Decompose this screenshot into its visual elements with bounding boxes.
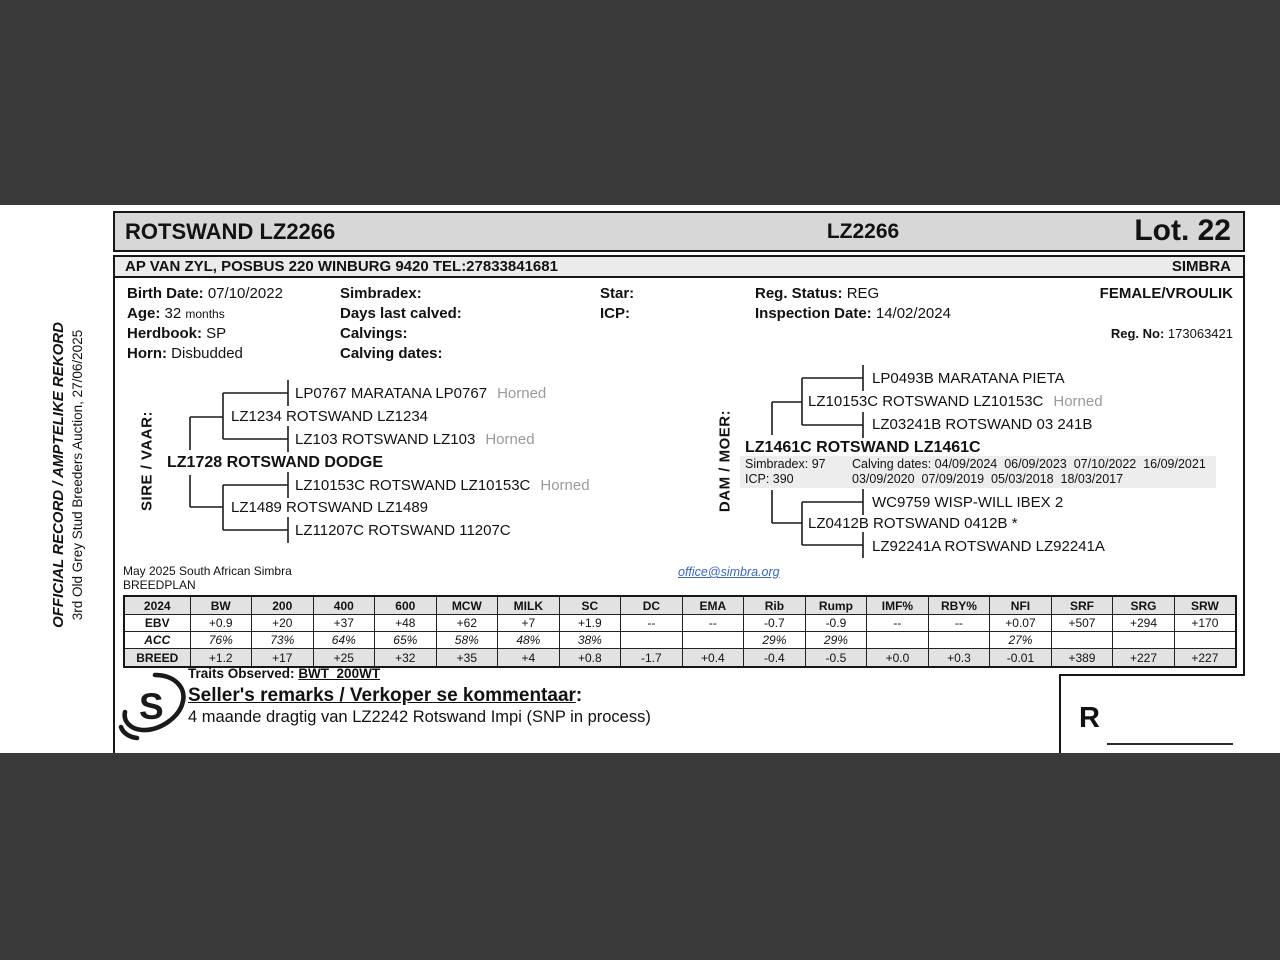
seller-remarks-text: 4 maande dragtig van LZ2242 Rotswand Impi (SNP in process) — [188, 708, 651, 726]
breed-12: +0.3 — [928, 649, 990, 668]
bp-h16: SRG — [1113, 596, 1175, 615]
calving-dates-label: Calving dates: — [340, 345, 443, 362]
acc-14 — [1051, 632, 1113, 649]
breed-0: +1.2 — [190, 649, 252, 668]
breed-1: +17 — [252, 649, 314, 668]
dam-simbradex: Simbradex: 97 — [745, 457, 826, 471]
reg-no-value: 173063421 — [1167, 326, 1233, 341]
breed-8: +0.4 — [682, 649, 744, 668]
traits-label: Traits Observed: — [188, 666, 295, 681]
dam-gd-sire: WC9759 WISP-WILL IBEX 2 — [872, 494, 1064, 511]
ebv-7: -- — [621, 615, 683, 632]
ebv-1: +20 — [252, 615, 314, 632]
herdbook-row — [127, 325, 226, 343]
bp-h11: Rump — [805, 596, 867, 615]
sire-label: SIRE / VAAR: — [138, 411, 156, 511]
dam-gs-sire: LP0493B MARATANA PIETA — [872, 370, 1065, 387]
breed-14: +389 — [1051, 649, 1113, 668]
acc-16 — [1174, 632, 1236, 649]
animal: LZ10153C ROTSWAND LZ10153C — [808, 393, 1044, 410]
sex-label: FEMALE/VROULIK — [1099, 285, 1233, 302]
icp-label: ICP: — [600, 305, 630, 322]
owner-contact: AP VAN ZYL, POSBUS 220 WINBURG 9420 TEL:27833841681 — [125, 258, 558, 275]
ebv-row — [124, 615, 1236, 632]
bp-h8: DC — [621, 596, 683, 615]
sire-gd-sire — [295, 477, 590, 494]
acc-2: 64% — [313, 632, 375, 649]
ebv-2: +37 — [313, 615, 375, 632]
horn-label: Horn: — [127, 345, 167, 362]
breedplan-source-line2: BREEDPLAN — [123, 578, 196, 592]
dam-gs-dam: LZ03241B ROTSWAND 03 241B — [872, 416, 1093, 433]
acc-6: 38% — [559, 632, 621, 649]
breedplan-source — [123, 564, 292, 592]
price-box — [1059, 674, 1245, 753]
ebv-label: EBV — [124, 615, 190, 632]
inspection-row — [755, 305, 951, 323]
title-bar — [113, 211, 1245, 252]
bp-h3: 400 — [313, 596, 375, 615]
bp-h6: MILK — [498, 596, 560, 615]
ebv-10: -0.9 — [805, 615, 867, 632]
sire-gs-dam — [295, 431, 535, 448]
herdbook-label: Herdbook: — [127, 325, 202, 342]
acc-13: 27% — [990, 632, 1052, 649]
reg-no-label: Reg. No: — [1110, 326, 1165, 341]
ebv-6: +1.9 — [559, 615, 621, 632]
bp-h12: IMF% — [867, 596, 929, 615]
age-value: 32 — [164, 305, 182, 322]
bp-h2: 200 — [252, 596, 314, 615]
breedplan-header-row — [124, 596, 1236, 615]
simbra-logo-icon — [118, 670, 190, 742]
acc-row — [124, 632, 1236, 649]
bp-h17: SRW — [1174, 596, 1236, 615]
bp-h0: 2024 — [124, 596, 190, 615]
reg-status-value: REG — [846, 285, 880, 302]
acc-11 — [867, 632, 929, 649]
herdbook-value: SP — [206, 325, 227, 342]
ebv-15: +294 — [1113, 615, 1175, 632]
ebv-14: +507 — [1051, 615, 1113, 632]
breedplan-table — [123, 595, 1237, 668]
breed-3: +32 — [375, 649, 437, 668]
seller-remarks-heading — [188, 685, 582, 707]
side-note-line1: OFFICIAL RECORD / AMPTELIKE REKORD — [50, 322, 67, 628]
ebv-0: +0.9 — [190, 615, 252, 632]
dam-stats-box — [740, 456, 1216, 488]
price-currency: R — [1079, 702, 1100, 734]
sire-gd: LZ1489 ROTSWAND LZ1489 — [231, 499, 429, 516]
sire-gs: LZ1234 ROTSWAND LZ1234 — [231, 408, 429, 425]
acc-15 — [1113, 632, 1175, 649]
breed-15: +227 — [1113, 649, 1175, 668]
breed-11: +0.0 — [867, 649, 929, 668]
reg-no-row — [1111, 326, 1233, 341]
bp-h4: 600 — [375, 596, 437, 615]
logo-letter: S — [139, 686, 164, 727]
calvings-label: Calvings: — [340, 325, 408, 342]
birth-date-value: 07/10/2022 — [207, 285, 283, 302]
ebv-4: +62 — [436, 615, 498, 632]
ebv-16: +170 — [1174, 615, 1236, 632]
breed-6: +0.8 — [559, 649, 621, 668]
dam-gd: LZ0412B ROTSWAND 0412B * — [808, 515, 1018, 532]
animal: LZ103 ROTSWAND LZ103 — [295, 431, 476, 448]
breed-5: +4 — [498, 649, 560, 668]
animal: LP0767 MARATANA LP0767 — [295, 385, 488, 402]
dam-name: LZ1461C ROTSWAND LZ1461C — [742, 439, 984, 456]
bp-h5: MCW — [436, 596, 498, 615]
breed-label: BREED — [124, 649, 190, 668]
bp-h15: SRF — [1051, 596, 1113, 615]
bp-h1: BW — [190, 596, 252, 615]
sire-gd-dam: LZ11207C ROTSWAND 11207C — [295, 522, 511, 539]
seller-remarks-label: Seller's remarks / Verkoper se kommentaar — [188, 685, 576, 706]
inspection-label: Inspection Date: — [755, 305, 872, 322]
age-row — [127, 305, 225, 323]
acc-5: 48% — [498, 632, 560, 649]
horn-tag: Horned — [1053, 393, 1103, 410]
ebv-8: -- — [682, 615, 744, 632]
dam-icp: ICP: 390 — [745, 472, 794, 486]
reg-status-label: Reg. Status: — [755, 285, 843, 302]
age-label: Age: — [127, 305, 161, 322]
ebv-13: +0.07 — [990, 615, 1052, 632]
lot-number: Lot. 22 — [1134, 214, 1231, 247]
acc-0: 76% — [190, 632, 252, 649]
animal: LZ10153C ROTSWAND LZ10153C — [295, 477, 531, 494]
ebv-11: -- — [867, 615, 929, 632]
sire-name: LZ1728 ROTSWAND DODGE — [164, 454, 386, 471]
birth-date-row — [127, 285, 283, 303]
bp-h9: EMA — [682, 596, 744, 615]
breed-13: -0.01 — [990, 649, 1052, 668]
owner-bar — [113, 255, 1245, 278]
traits-value: BWT 200WT — [298, 666, 381, 681]
ebv-9: -0.7 — [744, 615, 806, 632]
acc-8 — [682, 632, 744, 649]
breed-name: SIMBRA — [1171, 258, 1231, 275]
ebv-5: +7 — [498, 615, 560, 632]
acc-12 — [928, 632, 990, 649]
days-last-calved-label: Days last calved: — [340, 305, 462, 322]
breed-7: -1.7 — [621, 649, 683, 668]
acc-10: 29% — [805, 632, 867, 649]
dam-gs — [808, 393, 1103, 410]
age-unit: months — [185, 307, 225, 321]
breed-4: +35 — [436, 649, 498, 668]
inspection-value: 14/02/2024 — [875, 305, 951, 322]
traits-observed-row — [188, 666, 380, 681]
side-note — [49, 285, 105, 665]
acc-3: 65% — [375, 632, 437, 649]
horn-tag: Horned — [497, 385, 547, 402]
dam-calving-dates-line2: 03/09/2020 07/09/2019 05/03/2018 18/03/2017 — [852, 472, 1124, 486]
horn-value: Disbudded — [171, 345, 243, 362]
breedplan-source-line1: May 2025 South African Simbra — [123, 564, 292, 578]
breed-10: -0.5 — [805, 649, 867, 668]
dam-calving-dates-line1: Calving dates: 04/09/2024 06/09/2023 07/10/2022 16/09/2021 — [852, 457, 1206, 471]
dam-label: DAM / MOER: — [716, 409, 734, 513]
simbradex-label: Simbradex: — [340, 285, 422, 302]
animal-name: ROTSWAND LZ2266 — [125, 219, 336, 244]
dam-gd-dam: LZ92241A ROTSWAND LZ92241A — [872, 538, 1105, 555]
star-label: Star: — [600, 285, 635, 302]
breed-16: +227 — [1174, 649, 1236, 668]
bp-h14: NFI — [990, 596, 1052, 615]
reg-status-row — [755, 285, 879, 303]
price-line[interactable] — [1107, 743, 1233, 745]
ebv-12: -- — [928, 615, 990, 632]
seller-remarks-colon: : — [575, 685, 583, 706]
breed-9: -0.4 — [744, 649, 806, 668]
animal-id: LZ2266 — [826, 220, 900, 243]
bp-h13: RBY% — [928, 596, 990, 615]
breed-2: +25 — [313, 649, 375, 668]
horn-row — [127, 345, 243, 363]
top-dark-band — [0, 0, 1280, 205]
acc-1: 73% — [252, 632, 314, 649]
side-note-line2: 3rd Old Grey Stud Breeders Auction, 27/06/2025 — [70, 329, 85, 621]
sire-gs-sire — [295, 385, 546, 402]
acc-label: ACC — [124, 632, 190, 649]
email-link[interactable]: office@simbra.org — [678, 565, 780, 579]
acc-4: 58% — [436, 632, 498, 649]
birth-date-label: Birth Date: — [127, 285, 204, 302]
bottom-dark-band — [0, 753, 1280, 960]
horn-tag: Horned — [485, 431, 535, 448]
bp-h10: Rib — [744, 596, 806, 615]
acc-9: 29% — [744, 632, 806, 649]
horn-tag: Horned — [540, 477, 590, 494]
breed-row — [124, 649, 1236, 668]
acc-7 — [621, 632, 683, 649]
bp-h7: SC — [559, 596, 621, 615]
ebv-3: +48 — [375, 615, 437, 632]
